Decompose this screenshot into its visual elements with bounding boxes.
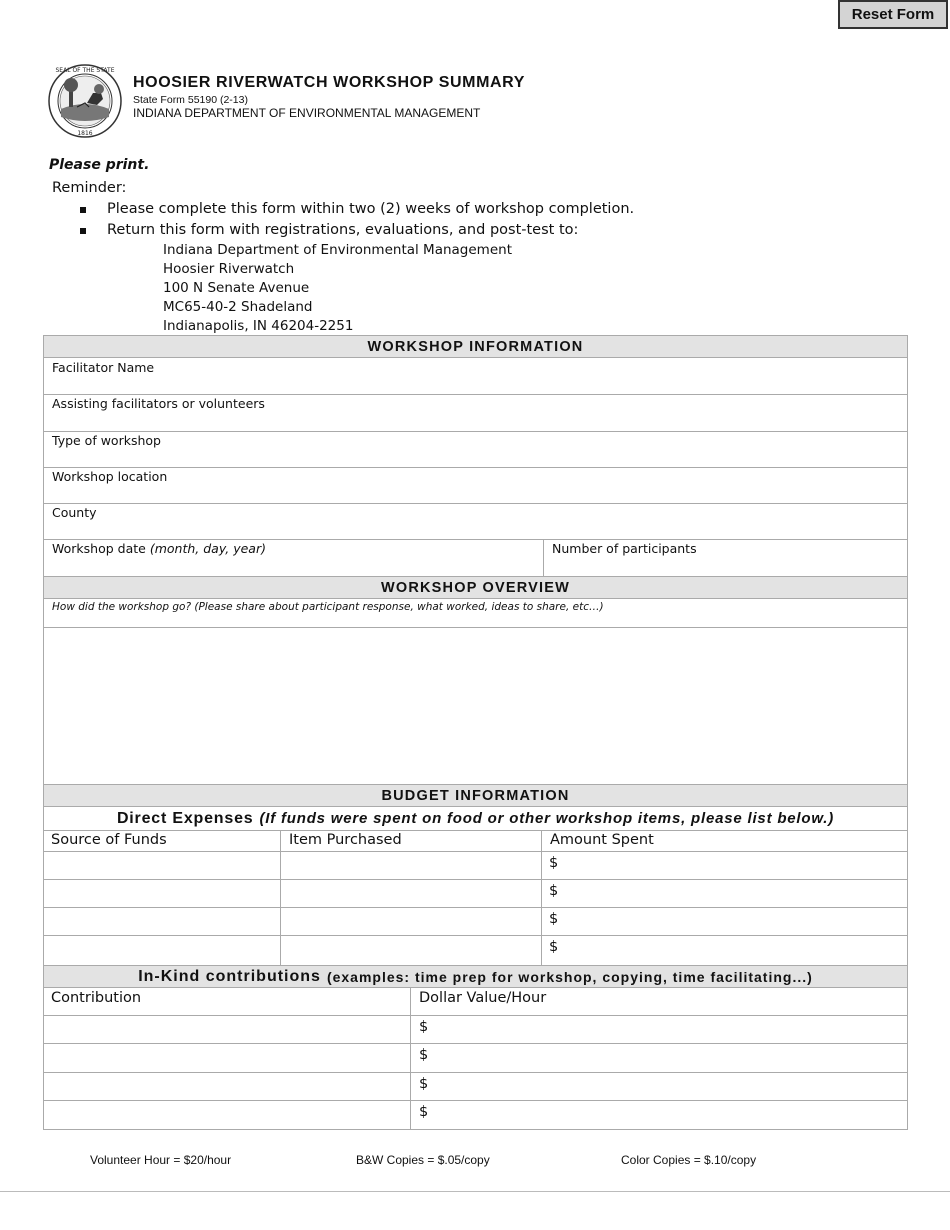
volunteer-hour-rate: Volunteer Hour = $20/hour <box>90 1153 232 1167</box>
currency-symbol: $ <box>549 855 559 871</box>
contribution-header: Contribution <box>51 990 142 1006</box>
column-divider <box>543 539 544 576</box>
bullet-text: Please complete this form within two (2) weeks of workshop completion. <box>107 201 635 217</box>
address-line: MC65-40-2 Shadeland <box>163 299 313 315</box>
address-line: Indianapolis, IN 46204-2251 <box>163 318 354 334</box>
row-divider <box>43 851 908 852</box>
budget-info-heading: BUDGET INFORMATION <box>43 784 908 807</box>
amount-spent-field[interactable] <box>562 882 908 906</box>
workshop-location-field[interactable] <box>48 484 907 504</box>
workshop-location-label: Workshop location <box>52 469 168 484</box>
source-of-funds-field[interactable] <box>47 882 279 906</box>
row-divider <box>43 431 908 432</box>
form-title: HOOSIER RIVERWATCH WORKSHOP SUMMARY <box>133 74 525 91</box>
bullet-icon <box>80 207 86 213</box>
contribution-field[interactable] <box>47 1103 409 1127</box>
column-divider <box>410 988 411 1130</box>
color-copies-rate: Color Copies = $.10/copy <box>621 1153 757 1167</box>
workshop-date-label-text: Workshop date <box>52 541 146 556</box>
address-line: Hoosier Riverwatch <box>163 261 295 277</box>
dollar-value-field[interactable] <box>432 1103 908 1127</box>
row-divider <box>43 879 908 880</box>
row-divider <box>43 394 908 395</box>
source-of-funds-field[interactable] <box>47 938 279 962</box>
row-divider <box>43 467 908 468</box>
county-label: County <box>52 505 97 520</box>
contribution-field[interactable] <box>47 1075 409 1099</box>
direct-expenses-note: (If funds were spent on food or other workshop items, please list below.) <box>259 810 835 827</box>
currency-symbol: $ <box>419 1019 429 1035</box>
facilitator-name-label: Facilitator Name <box>52 360 155 375</box>
amount-spent-field[interactable] <box>562 910 908 934</box>
row-divider <box>43 1043 908 1044</box>
row-divider <box>43 627 908 628</box>
overview-text-area[interactable] <box>48 630 907 784</box>
source-of-funds-header: Source of Funds <box>51 832 167 848</box>
item-purchased-field[interactable] <box>285 938 541 962</box>
row-divider <box>43 830 908 831</box>
page-bottom-rule <box>0 1191 950 1192</box>
facilitator-name-field[interactable] <box>48 374 907 394</box>
bullet-icon <box>80 228 86 234</box>
svg-text:SEAL OF THE STATE: SEAL OF THE STATE <box>55 67 115 74</box>
workshop-type-field[interactable] <box>48 447 907 467</box>
inkind-note: (examples: time prep for workshop, copying, time facilitating...) <box>326 968 813 985</box>
currency-symbol: $ <box>419 1104 429 1120</box>
participants-field[interactable] <box>549 556 907 576</box>
assisting-facilitators-label: Assisting facilitators or volunteers <box>52 396 265 411</box>
workshop-type-label: Type of workshop <box>52 433 161 448</box>
county-field[interactable] <box>48 520 907 540</box>
item-purchased-field[interactable] <box>285 854 541 878</box>
dollar-value-field[interactable] <box>432 1075 908 1099</box>
direct-expenses-title: Direct Expenses <box>116 809 254 827</box>
amount-spent-header: Amount Spent <box>550 832 654 848</box>
bw-copies-rate: B&W Copies = $.05/copy <box>356 1153 490 1167</box>
dollar-value-field[interactable] <box>432 1046 908 1070</box>
reset-form-button[interactable]: Reset Form <box>838 0 948 29</box>
direct-expenses-heading <box>43 807 908 830</box>
source-of-funds-field[interactable] <box>47 910 279 934</box>
reminder-label: Reminder: <box>52 180 127 196</box>
currency-symbol: $ <box>419 1047 429 1063</box>
dollar-value-header: Dollar Value/Hour <box>419 990 547 1006</box>
state-seal-icon <box>47 63 123 139</box>
form-number: State Form 55190 (2-13) <box>133 94 248 106</box>
currency-symbol: $ <box>549 883 559 899</box>
agency-name: INDIANA DEPARTMENT OF ENVIRONMENTAL MANAGEMENT <box>133 106 481 120</box>
inkind-title: In-Kind contributions <box>138 967 321 985</box>
overview-prompt: How did the workshop go? (Please share about participant response, what worked, ideas to share, etc…) <box>52 601 604 613</box>
address-line: Indiana Department of Environmental Management <box>163 242 512 258</box>
reminder-bullet <box>80 222 578 238</box>
row-divider <box>43 539 908 540</box>
workshop-date-hint: (month, day, year) <box>149 541 266 556</box>
workshop-overview-heading: WORKSHOP OVERVIEW <box>43 576 908 599</box>
currency-symbol: $ <box>549 939 559 955</box>
amount-spent-field[interactable] <box>562 854 908 878</box>
item-purchased-field[interactable] <box>285 882 541 906</box>
workshop-info-heading: WORKSHOP INFORMATION <box>43 335 908 358</box>
item-purchased-field[interactable] <box>285 910 541 934</box>
bullet-text: Return this form with registrations, evaluations, and post-test to: <box>107 222 579 238</box>
currency-symbol: $ <box>549 911 559 927</box>
reminder-bullet <box>80 201 634 217</box>
row-divider <box>43 503 908 504</box>
row-divider <box>43 1100 908 1101</box>
row-divider <box>43 907 908 908</box>
source-of-funds-field[interactable] <box>47 854 279 878</box>
inkind-heading <box>43 965 908 988</box>
assisting-facilitators-field[interactable] <box>48 411 907 431</box>
contribution-field[interactable] <box>47 1046 409 1070</box>
address-line: 100 N Senate Avenue <box>163 280 310 296</box>
contribution-field[interactable] <box>47 1018 409 1042</box>
please-print-note: Please print. <box>49 157 150 173</box>
row-divider <box>43 935 908 936</box>
workshop-date-field[interactable] <box>48 556 542 576</box>
workshop-date-label <box>52 541 266 556</box>
currency-symbol: $ <box>419 1076 429 1092</box>
row-divider <box>43 1072 908 1073</box>
svg-text:1816: 1816 <box>77 130 93 137</box>
item-purchased-header: Item Purchased <box>289 832 402 848</box>
amount-spent-field[interactable] <box>562 938 908 962</box>
participants-label: Number of participants <box>552 541 697 556</box>
row-divider <box>43 1015 908 1016</box>
dollar-value-field[interactable] <box>432 1018 908 1042</box>
